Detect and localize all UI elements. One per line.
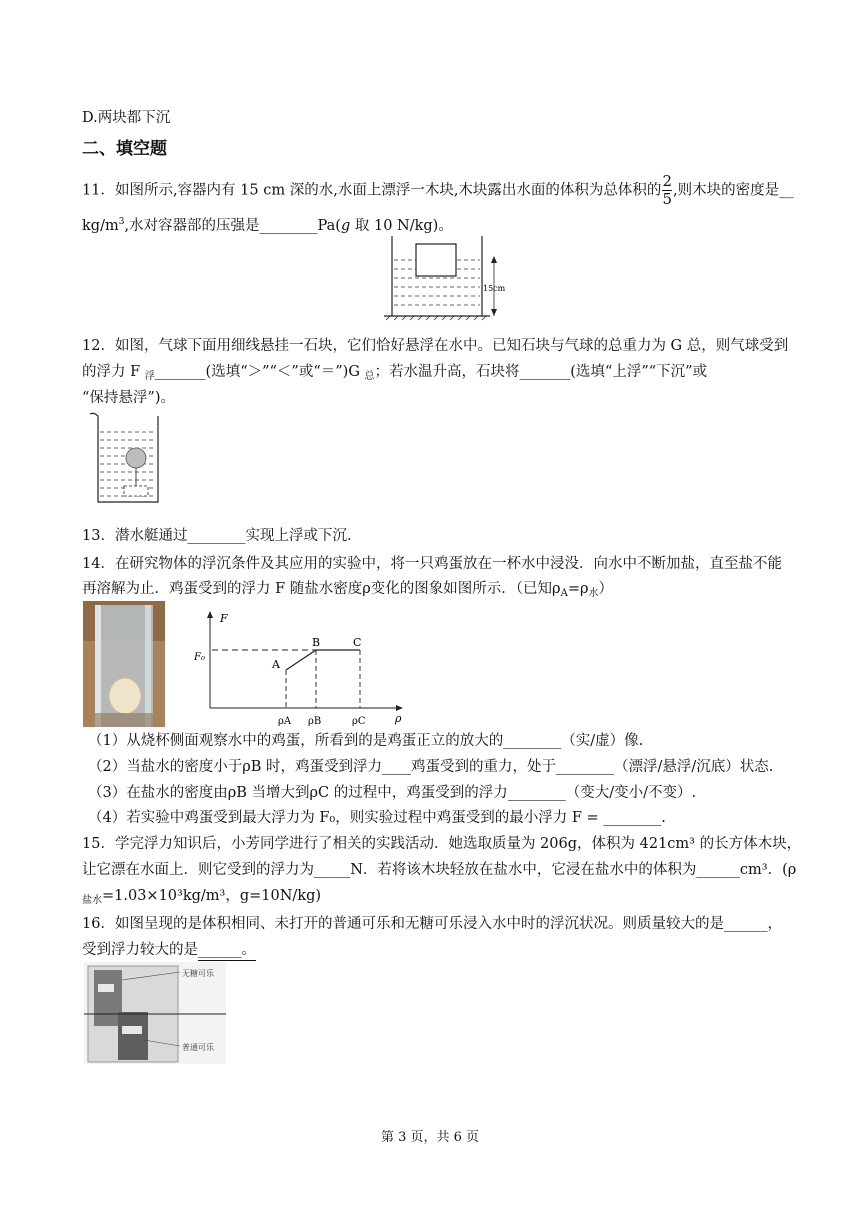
page-footer: 第 3 页，共 6 页 [380, 1130, 480, 1145]
x-axis-label: ρ [395, 712, 402, 725]
force-curve [286, 650, 360, 670]
q11-container-figure [380, 236, 512, 326]
wood-block [416, 244, 456, 276]
cola-photo [84, 962, 226, 1064]
tick-rho-c: ρC [352, 716, 366, 727]
diet-cola-can [94, 970, 122, 1026]
q15-line1: 15．学完浮力知识后，小芳同学进行了相关的实践活动．她选取质量为 206g，体积为 421cm³ 的长方体木块， [82, 836, 802, 852]
section-title: 二、填空题 [82, 139, 167, 159]
point-a-label: A [272, 658, 280, 671]
tick-rho-a: ρA [278, 716, 292, 727]
option-d: D.两块都下沉 [82, 110, 171, 126]
buoyancy-density-chart [190, 608, 415, 732]
q14-sub2: （2）当盐水的密度小于ρB 时，鸡蛋受到浮力____鸡蛋受到的重力，处于________（漂浮/悬浮/沉底）状态. [88, 759, 774, 775]
point-c-label: C [353, 636, 362, 649]
egg-glass-photo [83, 601, 165, 727]
q11-line1: 11．如图所示,容器内有 15 cm 深的水,水面上漂浮一木块,木块露出水面的体积为总体积的 $\frac{2}{5}$ ,则木块的密度是__ [82, 172, 794, 208]
q16-line1: 16．如图呈现的是体积相同、未打开的普通可乐和无糖可乐浸入水中时的浮沉状况。则质量较大的是______， [82, 916, 782, 932]
q13: 13．潜水艇通过________实现上浮或下沉． [82, 528, 362, 544]
egg [109, 678, 141, 714]
y-axis-label: F [220, 612, 228, 625]
q14-line1: 14．在研究物体的浮沉条件及其应用的实验中，将一只鸡蛋放在一杯水中浸没．向水中不断加盐，直至盐不能 [82, 556, 782, 572]
q14-sub3: （3）在盐水的密度由ρB 当增大到ρC 的过程中，鸡蛋受到的浮力________（变大/变小/不变）. [88, 785, 697, 801]
q14-line2: 再溶解为止．鸡蛋受到的浮力 F 随盐水密度ρ变化的图象如图所示．（已知$\rho_A=\rho_水$） [82, 581, 613, 599]
q15-line3: $_{盐水}$=1.03×10³kg/m³，g=10N/kg) [82, 888, 322, 906]
regular-cola-label: 普通可乐 [182, 1043, 214, 1052]
q14-sub4: （4）若实验中鸡蛋受到最大浮力为 F₀，则实验过程中鸡蛋受到的最小浮力 F = ________. [88, 810, 666, 826]
balloon [126, 448, 146, 468]
f0-label: F₀ [194, 652, 205, 663]
regular-cola-can [118, 1012, 148, 1060]
tick-rho-b: ρB [308, 716, 322, 727]
q11-line2: $kg/m^3$,水对容器部的压强是________Pa(g 取 10 N/kg)。 [82, 217, 453, 234]
q12-beaker-figure [86, 410, 166, 510]
q16-line2: 受到浮力较大的是______。 [82, 940, 256, 961]
q12-line2: 的浮力 F $_浮$_______(选填“＞”“＜”或“＝”)G $_总$；若水温升高，石块将_______(选填“上浮”“下沉”或 [82, 364, 708, 382]
fraction: $\frac{2}{5}$ [662, 172, 672, 208]
q12-line3: “保持悬浮”)。 [82, 390, 175, 406]
q14-sub1: （1）从烧杯侧面观察水中的鸡蛋，所看到的是鸡蛋正立的放大的________（实/虚）像. [88, 733, 644, 749]
q15-line2: 让它漂在水面上．则它受到的浮力为_____N．若将该木块轻放在盐水中，它浸在盐水中的体积为______cm³．(ρ [82, 862, 797, 878]
point-b-label: B [312, 636, 321, 649]
diet-cola-label: 无糖可乐 [182, 969, 214, 978]
q12-line1: 12．如图，气球下面用细线悬挂一石块，它们恰好悬浮在水中。已知石块与气球的总重力为 G 总，则气球受到 [82, 338, 789, 354]
depth-label: 15cm [483, 284, 506, 293]
stone [124, 486, 148, 496]
